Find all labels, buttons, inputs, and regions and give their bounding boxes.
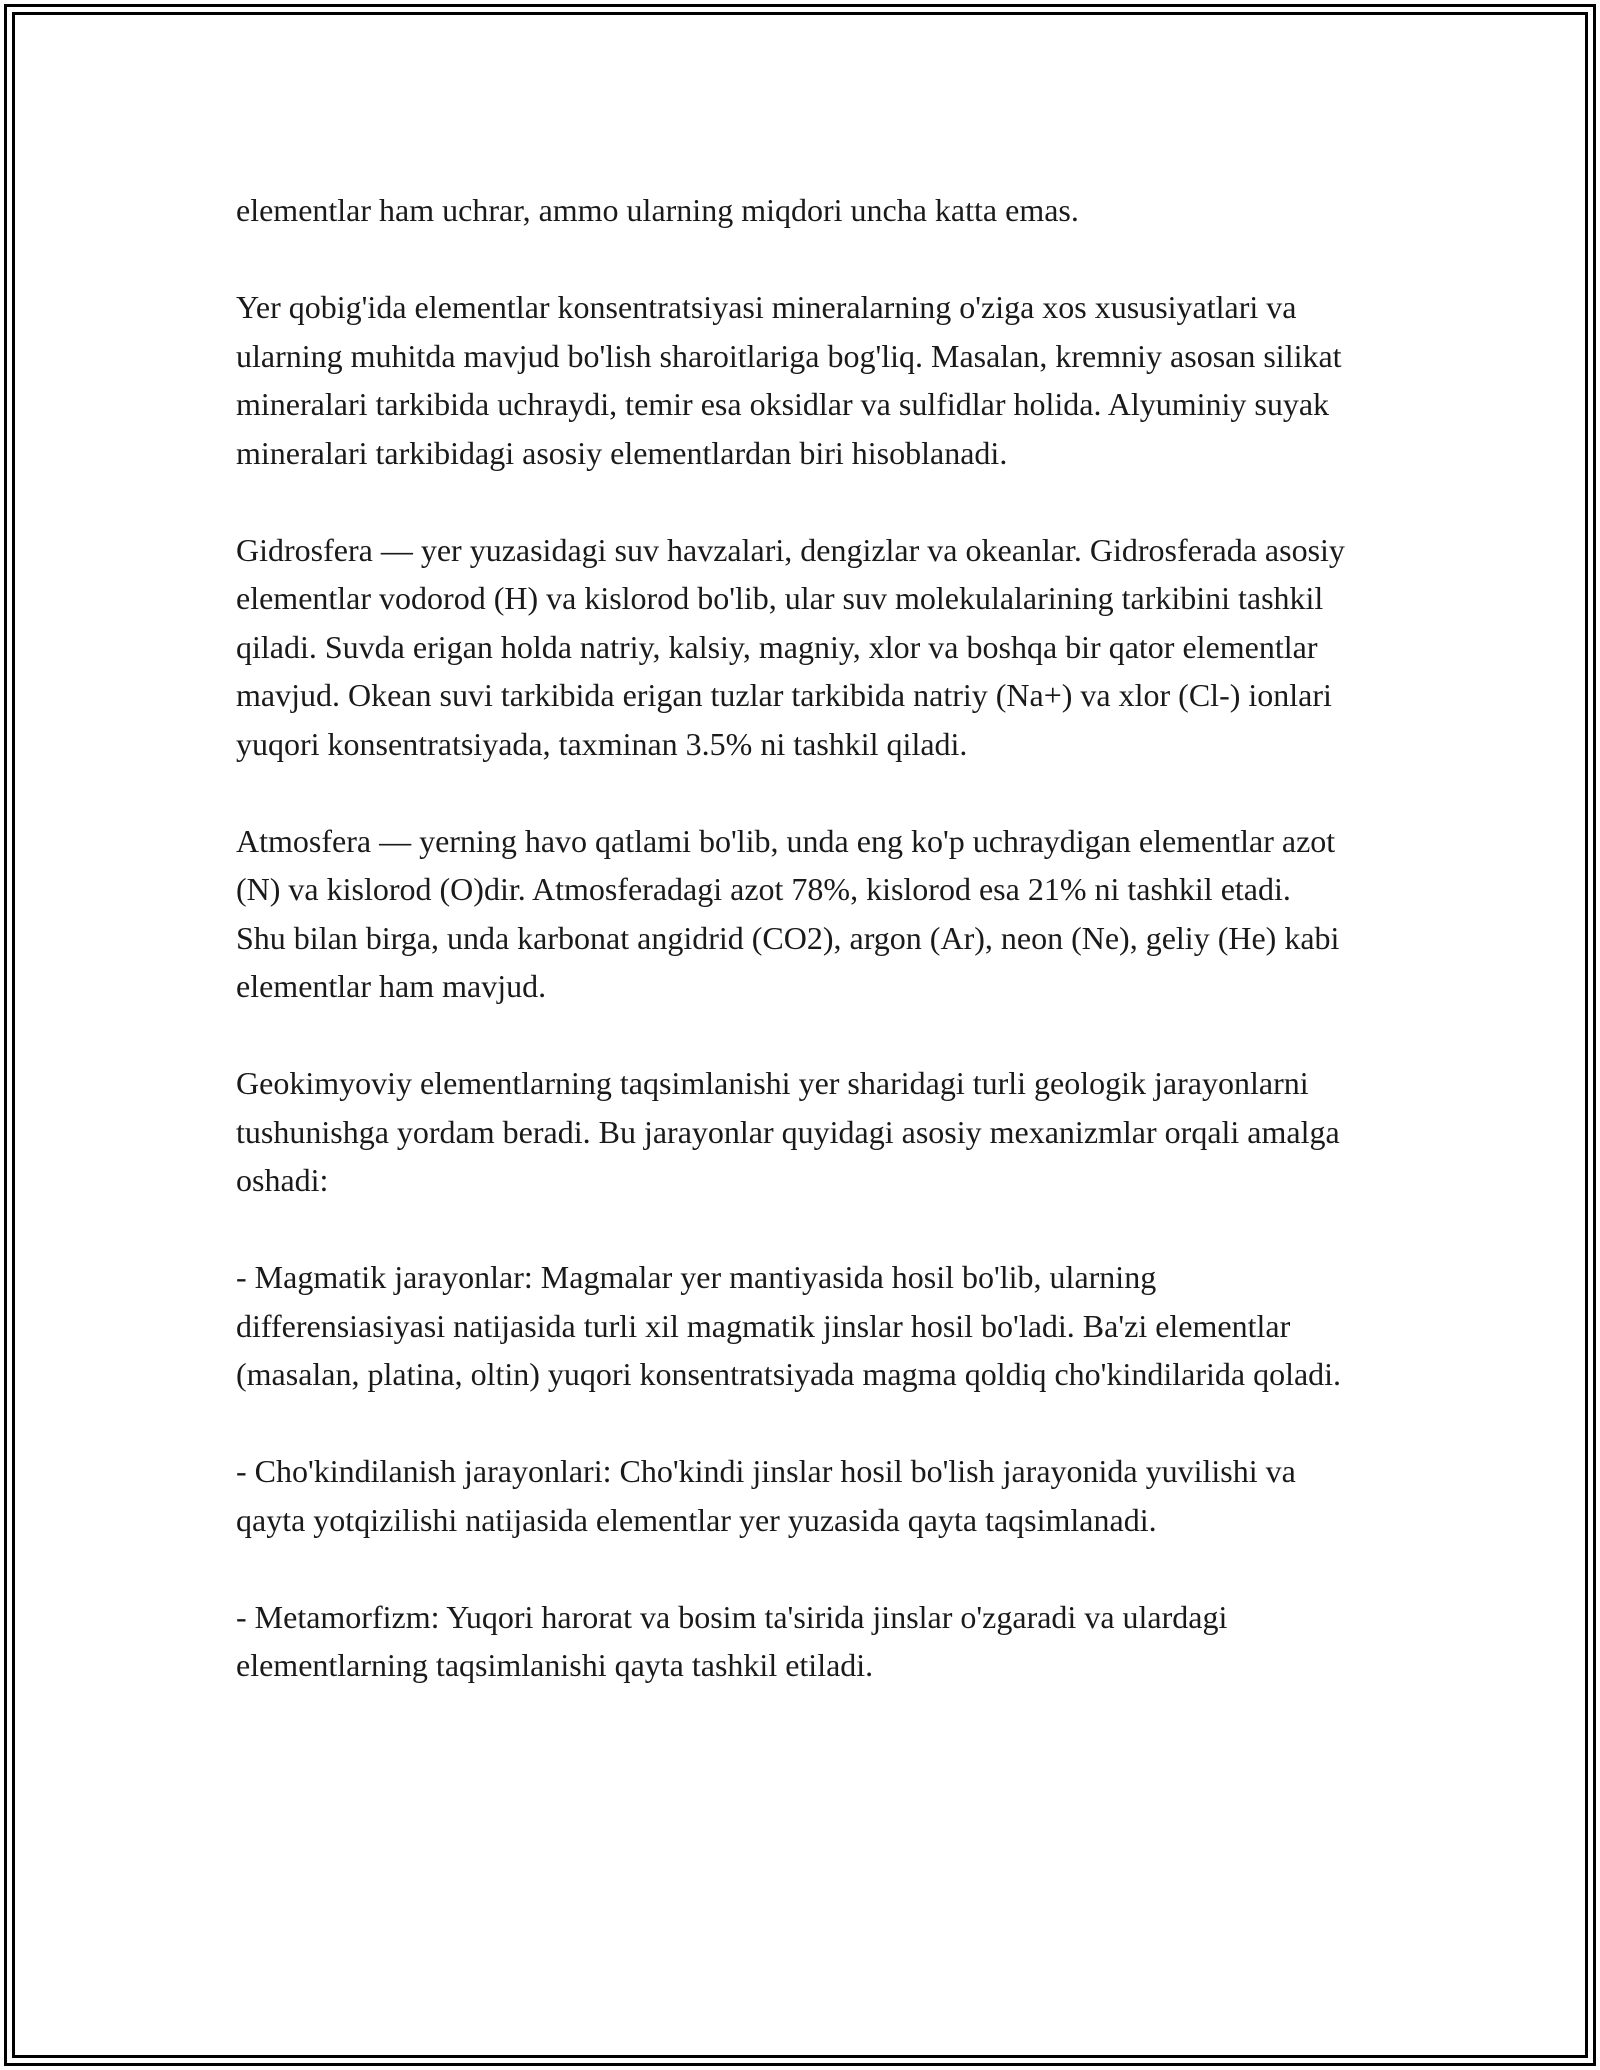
document-body bbox=[236, 186, 1346, 1690]
list-item-sedimentation-processes: - Cho'kindilanish jarayonlari: Cho'kindi jinslar hosil bo'lish jarayonida yuvilishi va qayta yotqizilishi natijasida elementlar yer yuzasida qayta taqsimlanadi. bbox=[236, 1453, 1296, 1538]
paragraph-hydrosphere: Gidrosfera — yer yuzasidagi suv havzalari, dengizlar va okeanlar. Gidrosferada asosiy elementlar vodorod (H) va kislorod bo'lib, ular suv molekulalarining tarkibini tashkil qiladi. Suvda erigan holda natriy, kalsiy, magniy, xlor va boshqa bir qator elementlar mavjud. Okean suvi tarkibida erigan tuzlar tarkibida natriy (Na+) va xlor (Cl-) ionlari yuqori konsentratsiyada, taxminan 3.5% ni tashkil qiladi. bbox=[236, 531, 1345, 762]
list-item-metamorphism: - Metamorfizm: Yuqori harorat va bosim ta'sirida jinslar o'zgaradi va ulardagi elementlarning taqsimlanishi qayta tashkil etiladi. bbox=[236, 1598, 1228, 1683]
paragraph-crust-elements: Yer qobig'ida elementlar konsentratsiyasi mineralarning o'ziga xos xususiyatlari va ularning muhitda mavjud bo'lish sharoitlariga bog'liq. Masalan, kremniy asosan silikat mineralari tarkibida uchraydi, temir esa oksidlar va sulfidlar holida. Alyuminiy suyak mineralari tarkibidagi asosiy elementlardan biri hisoblanadi. bbox=[236, 289, 1342, 471]
list-item-magmatic-processes: - Magmatik jarayonlar: Magmalar yer mantiyasida hosil bo'lib, ularning differensiasiyasi natijasida turli xil magmatik jinslar hosil bo'ladi. Ba'zi elementlar (masalan, platina, oltin) yuqori konsentratsiyada magma qoldiq cho'kindilarida qoladi. bbox=[236, 1259, 1342, 1392]
paragraph-geochemical-distribution: Geokimyoviy elementlarning taqsimlanishi yer sharidagi turli geologik jarayonlarni tushunishga yordam beradi. Bu jarayonlar quyidagi asosiy mexanizmlar orqali amalga oshadi: bbox=[236, 1065, 1340, 1198]
paragraph-atmosphere: Atmosfera — yerning havo qatlami bo'lib, unda eng ko'p uchraydigan elementlar azot (N) va kislorod (O)dir. Atmosferadagi azot 78%, kislorod esa 21% ni tashkil etadi. Shu bilan birga, unda karbonat angidrid (CO2), argon (Ar), neon (Ne), geliy (He) kabi elementlar ham mavjud. bbox=[236, 822, 1340, 1004]
paragraph-continuation: elementlar ham uchrar, ammo ularning miqdori uncha katta emas. bbox=[236, 192, 1079, 228]
